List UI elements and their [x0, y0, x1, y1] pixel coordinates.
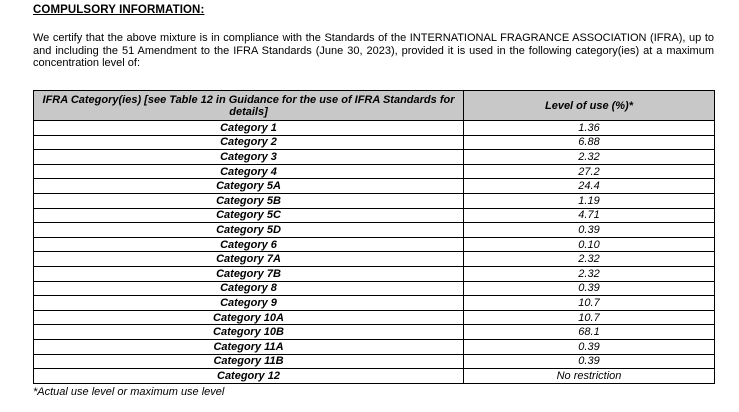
- category-cell: Category 5B: [34, 193, 464, 208]
- section-heading: COMPULSORY INFORMATION:: [33, 4, 205, 16]
- category-cell: Category 4: [34, 164, 464, 179]
- table-row: [34, 208, 715, 223]
- level-cell: 27.2: [464, 164, 715, 179]
- category-cell: Category 2: [34, 135, 464, 150]
- category-cell: Category 5A: [34, 179, 464, 194]
- table-row: [34, 296, 715, 311]
- category-cell: Category 7B: [34, 266, 464, 281]
- table-row: [34, 164, 715, 179]
- category-cell: Category 6: [34, 237, 464, 252]
- table-body: [34, 121, 715, 384]
- category-cell: Category 10A: [34, 310, 464, 325]
- level-cell: 2.32: [464, 150, 715, 165]
- category-cell: Category 12: [34, 369, 464, 384]
- level-cell: 2.32: [464, 266, 715, 281]
- level-cell: 1.19: [464, 193, 715, 208]
- level-cell: 68.1: [464, 325, 715, 340]
- level-cell: 0.39: [464, 223, 715, 238]
- table-row: [34, 369, 715, 384]
- table-row: [34, 121, 715, 136]
- level-cell: 2.32: [464, 252, 715, 267]
- level-cell: 0.39: [464, 354, 715, 369]
- level-cell: 10.7: [464, 296, 715, 311]
- header-ifra-category: IFRA Category(ies) [see Table 12 in Guidance for the use of IFRA Standards for details]: [34, 91, 464, 121]
- table-row: [34, 150, 715, 165]
- category-cell: Category 5C: [34, 208, 464, 223]
- table-row: [34, 310, 715, 325]
- table-row: [34, 193, 715, 208]
- table-row: [34, 223, 715, 238]
- table-header-row: [34, 91, 715, 121]
- level-cell: 4.71: [464, 208, 715, 223]
- table-row: [34, 354, 715, 369]
- table-row: [34, 281, 715, 296]
- category-cell: Category 5D: [34, 223, 464, 238]
- table-row: [34, 179, 715, 194]
- level-cell: 10.7: [464, 310, 715, 325]
- level-cell: No restriction: [464, 369, 715, 384]
- level-cell: 0.10: [464, 237, 715, 252]
- table-row: [34, 325, 715, 340]
- category-cell: Category 8: [34, 281, 464, 296]
- category-cell: Category 10B: [34, 325, 464, 340]
- table-row: [34, 135, 715, 150]
- level-cell: 24.4: [464, 179, 715, 194]
- table-row: [34, 252, 715, 267]
- table-row: [34, 237, 715, 252]
- category-cell: Category 11A: [34, 339, 464, 354]
- category-cell: Category 9: [34, 296, 464, 311]
- category-cell: Category 1: [34, 121, 464, 136]
- table-row: [34, 339, 715, 354]
- table-row: [34, 266, 715, 281]
- ifra-category-table: [33, 90, 715, 384]
- category-cell: Category 3: [34, 150, 464, 165]
- compliance-statement: We certify that the above mixture is in compliance with the Standards of the INTERNATIONAL FRAGRANCE ASSOCIATION (IFRA), up to and including the 51 Amendment to the IFRA Standards (June 30, 2023), provided it is used in the following category(ies) at a maximum concentration level of:: [33, 32, 714, 69]
- footnote: *Actual use level or maximum use level: [33, 386, 225, 398]
- category-cell: Category 11B: [34, 354, 464, 369]
- level-cell: 0.39: [464, 339, 715, 354]
- category-cell: Category 7A: [34, 252, 464, 267]
- level-cell: 0.39: [464, 281, 715, 296]
- level-cell: 6.88: [464, 135, 715, 150]
- level-cell: 1.36: [464, 121, 715, 136]
- header-level-of-use: Level of use (%)*: [464, 91, 715, 121]
